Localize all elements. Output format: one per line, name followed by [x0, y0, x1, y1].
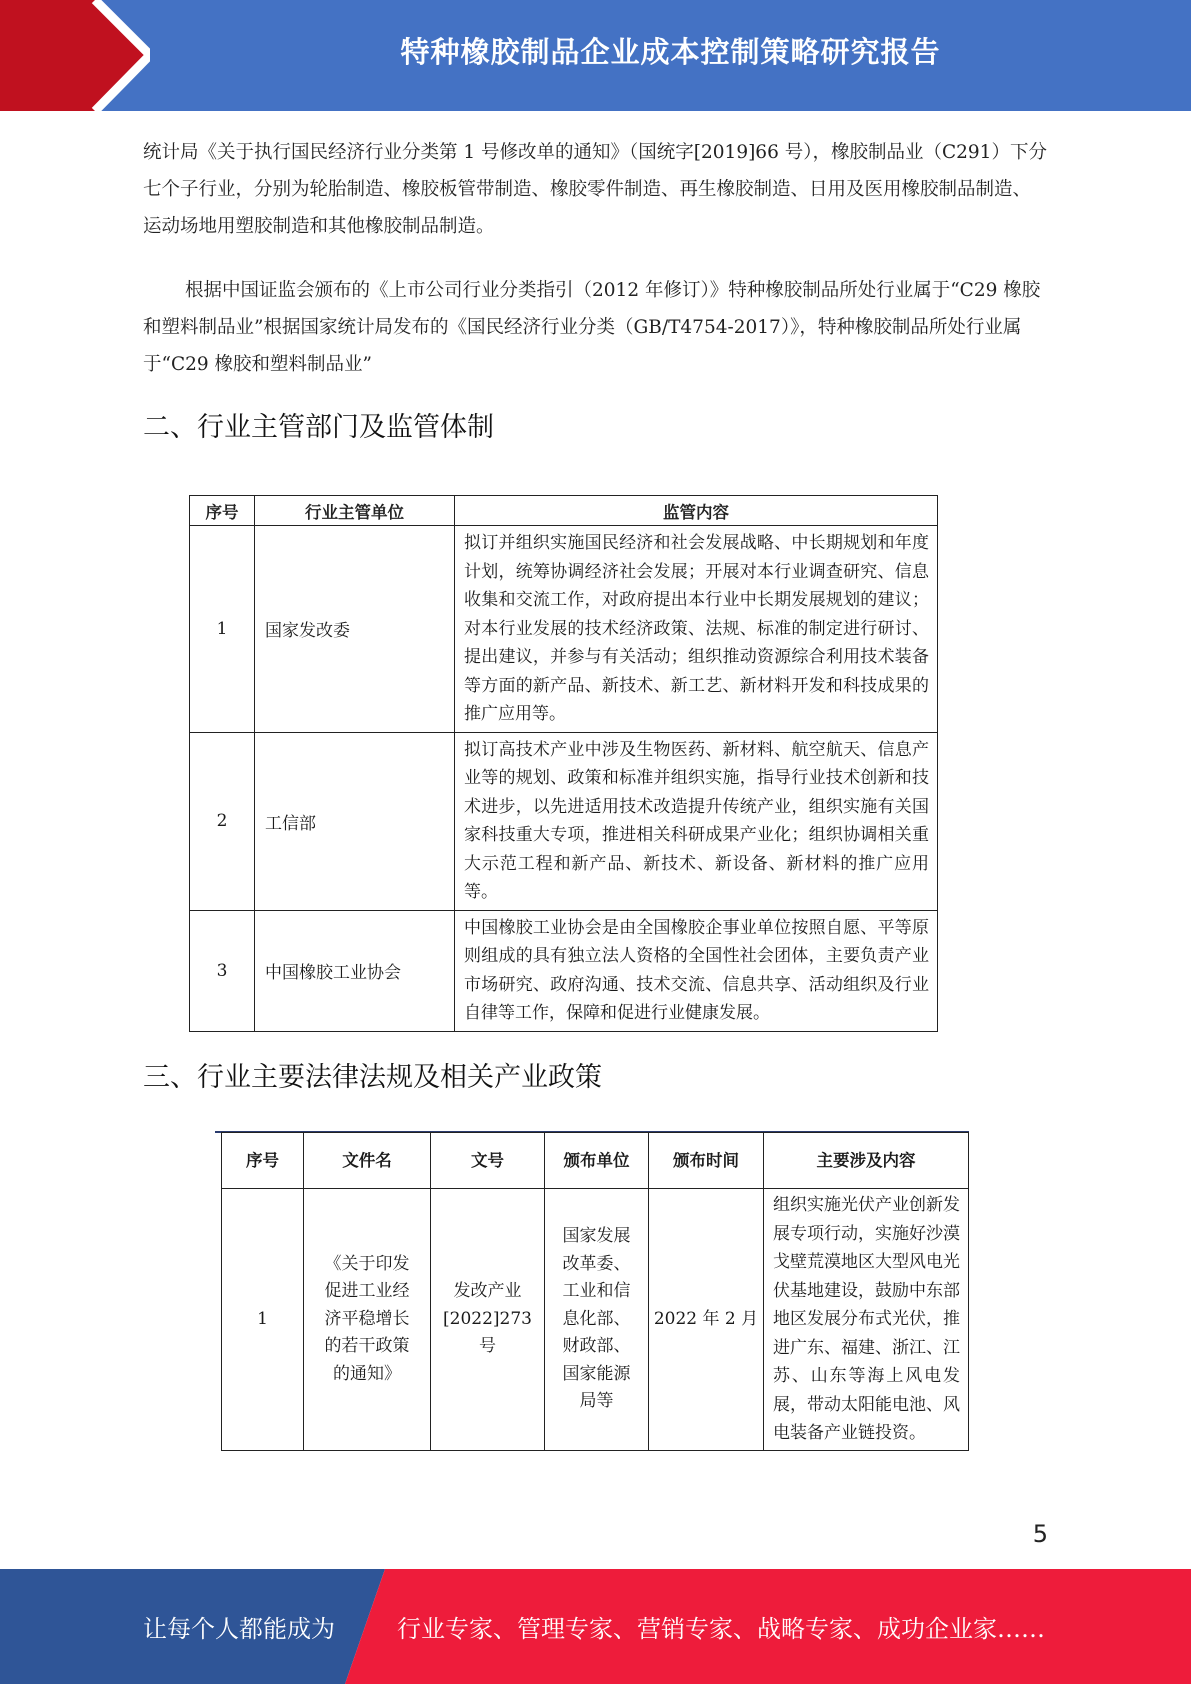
column-header-unit: 行业主管单位	[255, 496, 455, 526]
policies-table	[221, 1132, 969, 1451]
table-row	[222, 1189, 969, 1451]
footer-slogan-left: 让每个人都能成为	[143, 1615, 335, 1643]
row-filename: 《关于印发促进工业经济平稳增长的若干政策的通知》	[304, 1189, 431, 1451]
row-unit: 中国橡胶工业协会	[255, 910, 455, 1031]
table-header-row	[190, 496, 938, 526]
row-content: 拟订高技术产业中涉及生物医药、新材料、航空航天、信息产业等的规划、政策和标准并组织实施，指导行业技术创新和技术进步，以先进适用技术改造提升传统产业，组织实施有关国家科技重大专项，推进相关科研成果产业化；组织协调相关重大示范工程和新产品、新技术、新设备、新材料的推广应用等。	[455, 732, 938, 910]
row-date: 2022 年 2 月	[648, 1189, 763, 1451]
column-header-index: 序号	[222, 1133, 304, 1189]
paragraph-csrc-classification: 根据中国证监会颁布的《上市公司行业分类指引（2012 年修订）》特种橡胶制品所处行业属于“C29 橡胶和塑料制品业”根据国家统计局发布的《国民经济行业分类（GB/T4754-2017）》，特种橡胶制品所处行业属于“C29 橡胶和塑料制品业”	[143, 280, 1041, 375]
page-header	[0, 0, 1191, 111]
table-header-row	[222, 1133, 969, 1189]
column-header-date: 颁布时间	[648, 1133, 763, 1189]
chevron-decoration	[0, 0, 150, 111]
row-index: 1	[190, 526, 255, 733]
footer-slogan-right: 行业专家、管理专家、营销专家、战略专家、成功企业家……	[397, 1615, 1045, 1643]
table-row	[190, 732, 938, 910]
row-unit: 工信部	[255, 732, 455, 910]
row-content: 中国橡胶工业协会是由全国橡胶企事业单位按照自愿、平等原则组成的具有独立法人资格的全国性社会团体，主要负责产业市场研究、政府沟通、技术交流、信息共享、活动组织及行业自律等工作，保障和促进行业健康发展。	[455, 910, 938, 1031]
page-footer	[0, 1569, 1191, 1684]
table-row	[190, 910, 938, 1031]
row-index: 1	[222, 1189, 304, 1451]
column-header-index: 序号	[190, 496, 255, 526]
header-title: 特种橡胶制品企业成本控制策略研究报告	[400, 35, 941, 69]
column-header-issuer: 颁布单位	[544, 1133, 648, 1189]
regulators-table	[189, 495, 938, 1032]
section-heading-policies: 三、行业主要法律法规及相关产业政策	[143, 1062, 602, 1093]
column-header-filename: 文件名	[304, 1133, 431, 1189]
row-content: 拟订并组织实施国民经济和社会发展战略、中长期规划和年度计划，统筹协调经济社会发展；开展对本行业调查研究、信息收集和交流工作，对政府提出本行业中长期发展规划的建议；对本行业发展的技术经济政策、法规、标准的制定进行研讨、提出建议，并参与有关活动；组织推动资源综合利用技术装备等方面的新产品、新技术、新工艺、新材料开发和科技成果的推广应用等。	[455, 526, 938, 733]
row-doc-number: 发改产业[2022]273号	[431, 1189, 545, 1451]
column-header-content: 监管内容	[455, 496, 938, 526]
row-content: 组织实施光伏产业创新发展专项行动，实施好沙漠戈壁荒漠地区大型风电光伏基地建设，鼓励中东部地区发展分布式光伏，推进广东、福建、浙江、江苏、山东等海上风电发展，带动太阳能电池、风电装备产业链投资。	[763, 1189, 968, 1451]
section-heading-regulators: 二、行业主管部门及监管体制	[143, 412, 494, 443]
column-header-content: 主要涉及内容	[763, 1133, 968, 1189]
page-number: 5	[1032, 1520, 1048, 1548]
paragraph-industry-classification: 统计局《关于执行国民经济行业分类第 1 号修改单的通知》（国统字[2019]66 号），橡胶制品业（C291）下分七个子行业，分别为轮胎制造、橡胶板管带制造、橡胶零件制造、再生橡胶制造、日用及医用橡胶制品制造、运动场地用塑胶制造和其他橡胶制品制造。	[143, 142, 1047, 237]
row-issuer: 国家发展改革委、工业和信息化部、财政部、国家能源局等	[544, 1189, 648, 1451]
column-header-doc-number: 文号	[431, 1133, 545, 1189]
row-index: 2	[190, 732, 255, 910]
row-unit: 国家发改委	[255, 526, 455, 733]
row-index: 3	[190, 910, 255, 1031]
table-row	[190, 526, 938, 733]
